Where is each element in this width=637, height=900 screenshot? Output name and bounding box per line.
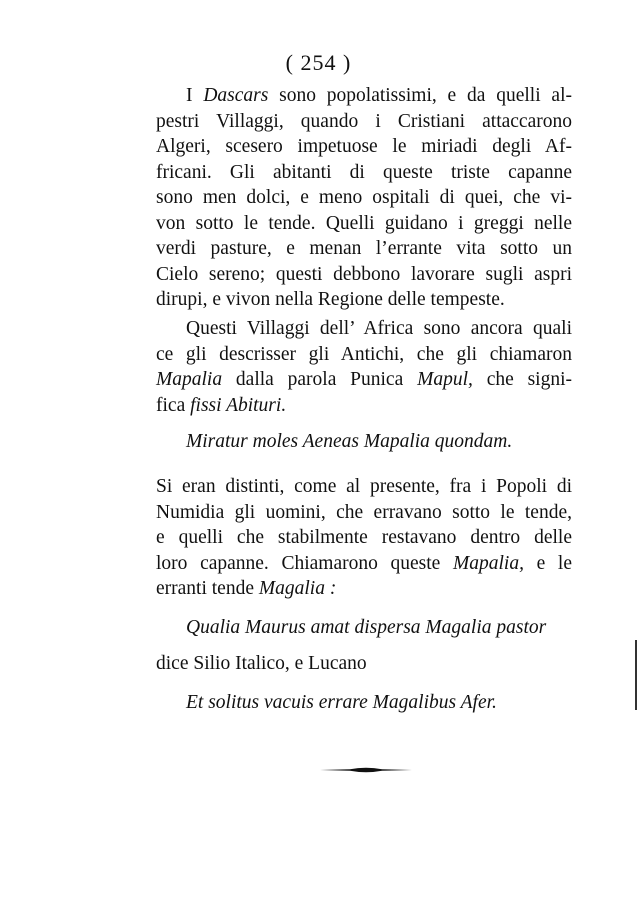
italic-text: Mapalia, bbox=[452, 552, 524, 574]
text-line bbox=[156, 474, 572, 500]
text-run: dalla parola Punica bbox=[222, 369, 418, 390]
text-run: I bbox=[186, 85, 204, 106]
text-run: pestri Villaggi, quando i Cristiani attaccarono bbox=[156, 110, 572, 132]
text-run: e quelli che stabilmente restavano dentro delle bbox=[156, 527, 572, 548]
verse-quote-3: Et solitus vacuis errare Magalibus Afer. bbox=[186, 692, 497, 713]
text-run: Questi Villaggi dell’ Africa sono ancora quali bbox=[186, 318, 572, 339]
verse-quote-2: Qualia Maurus amat dispersa Magalia pastor bbox=[186, 617, 547, 638]
paragraph-2 bbox=[156, 316, 572, 418]
ornament-divider-icon bbox=[320, 762, 412, 780]
text-run: fica bbox=[156, 394, 191, 416]
text-line bbox=[156, 576, 572, 602]
text-run: Algeri, scesero impetuose le miriadi degli Af- bbox=[156, 136, 572, 157]
text-run: dirupi, e vivon nella Regione delle tempeste. bbox=[156, 289, 505, 310]
italic-text: fissi Abituri. bbox=[190, 394, 287, 416]
text-run: von sotto le tende. Quelli guidano i greggi nelle bbox=[156, 212, 572, 234]
text-line bbox=[156, 185, 572, 211]
text-line bbox=[156, 236, 572, 262]
text-line bbox=[156, 287, 572, 313]
attribution-line: dice Silio Italico, e Lucano bbox=[156, 653, 367, 674]
italic-text: Dascars bbox=[203, 85, 269, 106]
text-line bbox=[156, 551, 572, 577]
text-line bbox=[156, 160, 572, 186]
text-run: che signi- bbox=[472, 369, 572, 390]
text-line bbox=[156, 367, 572, 393]
italic-text: Mapul, bbox=[417, 369, 473, 390]
text-run: sono men dolci, e meno ospitali di quei, che vi- bbox=[156, 187, 572, 208]
paragraph-1 bbox=[156, 83, 572, 313]
text-line bbox=[156, 83, 572, 109]
text-line bbox=[156, 262, 572, 288]
text-run: sono popolatissimi, e da quelli al- bbox=[268, 85, 572, 106]
page-number-header: ( 254 ) bbox=[285, 50, 352, 75]
text-run: erranti tende bbox=[156, 578, 259, 599]
text-run: Numidia gli uomini, che erravano sotto le tende, bbox=[156, 501, 572, 523]
text-run: loro capanne. Chiamarono queste bbox=[156, 552, 453, 574]
italic-text: Magalia : bbox=[258, 578, 337, 599]
text-line bbox=[156, 316, 572, 342]
text-line bbox=[156, 342, 572, 368]
text-line bbox=[156, 109, 572, 135]
text-run: verdi pasture, e menan l’errante vita sotto un bbox=[156, 238, 572, 259]
text-run: ce gli descrisser gli Antichi, che gli chiamaron bbox=[156, 343, 572, 365]
text-run: Si eran distinti, come al presente, fra i Popoli di bbox=[156, 476, 572, 497]
text-line bbox=[156, 211, 572, 237]
text-line bbox=[156, 134, 572, 160]
text-run: fricani. Gli abitanti di queste triste capanne bbox=[156, 161, 572, 183]
text-line bbox=[156, 525, 572, 551]
text-line bbox=[156, 393, 572, 419]
italic-text: Mapalia bbox=[156, 369, 223, 390]
text-run: Cielo sereno; questi debbono lavorare sugli aspri bbox=[156, 263, 572, 285]
paragraph-3 bbox=[156, 474, 572, 602]
verse-quote-1: Miratur moles Aeneas Mapalia quondam. bbox=[186, 431, 513, 452]
text-line bbox=[156, 500, 572, 526]
text-run: e le bbox=[523, 552, 572, 574]
